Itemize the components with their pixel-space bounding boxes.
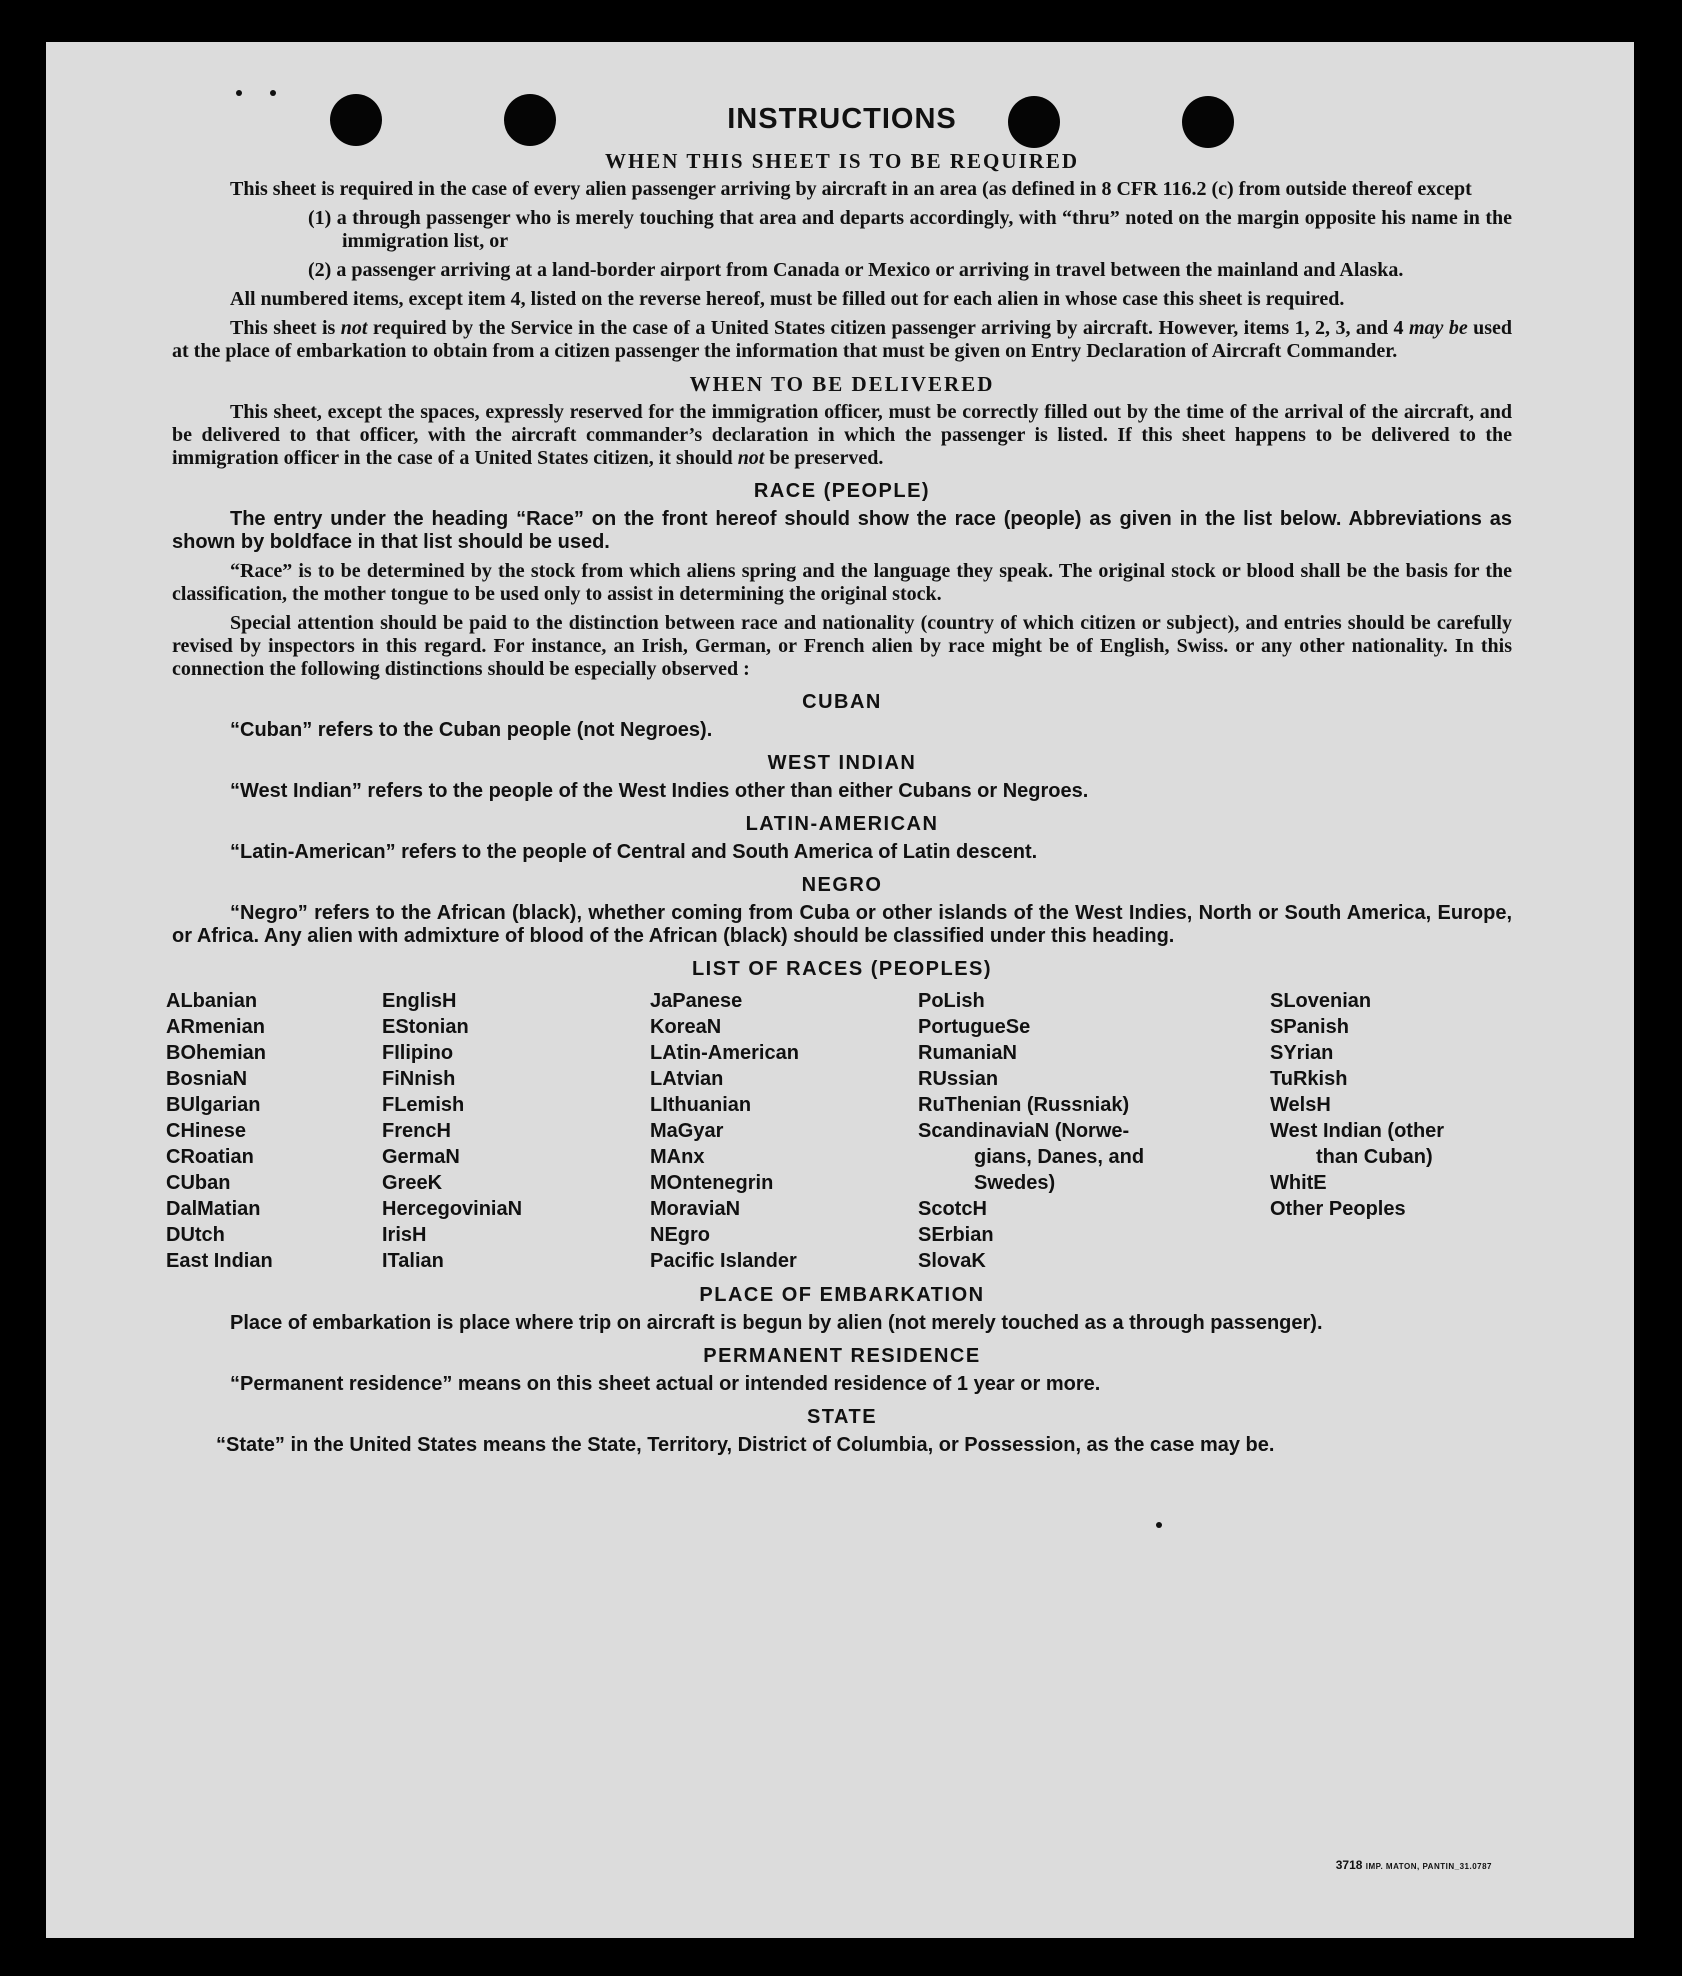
citizen-text-b: required by the Service in the case of a United States citizen passenger arriving by aircraft. However, items 1, 2, 3, and 4 <box>372 317 1404 339</box>
race-entry: West Indian (other <box>1270 1120 1445 1142</box>
race-entry: NEgro <box>650 1224 710 1246</box>
race-entry: RumaniaN <box>918 1042 1017 1064</box>
race-paragraph-2: “Race” is to be determined by the stock from which aliens spring and the language they speak. The original stock or blood shall be the basis for the classification, the mother tongue to be used only to assist in determining the original stock. <box>172 560 1512 605</box>
heading-cuban: CUBAN <box>802 691 882 713</box>
race-entry: BUlgarian <box>166 1094 261 1116</box>
heading-permanent-residence: PERMANENT RESIDENCE <box>703 1345 981 1367</box>
race-entry: LAtin-American <box>650 1042 799 1064</box>
heading-when-delivered: WHEN TO BE DELIVERED <box>689 372 995 396</box>
heading-negro: NEGRO <box>801 874 883 896</box>
when-delivered-paragraph <box>172 401 1512 470</box>
race-entry: East Indian <box>166 1250 273 1272</box>
race-entry: ITalian <box>382 1250 444 1272</box>
race-entry: RuThenian (Russniak) <box>918 1094 1130 1116</box>
delivered-text-a: This sheet, except the spaces, expressly reserved for the immigration officer, must be correctly filled out by the time of the arrival of the aircraft, and be delivered to that officer, with the aircraft commander’s declaration in which the passenger is listed. If this sheet happens to be delivered to the immigration officer in the case of a United States citizen, it should <box>172 401 1512 469</box>
race-entry: FiNnish <box>382 1068 456 1090</box>
race-p1-text-b: in that list should be used. <box>357 531 610 553</box>
race-entry-continuation: gians, Danes, and <box>974 1146 1145 1168</box>
races-column-2 <box>382 988 650 1274</box>
races-column-5 <box>1270 988 1520 1274</box>
race-entry: KoreaN <box>650 1016 722 1038</box>
race-entry: DUtch <box>166 1224 225 1246</box>
race-entry: WelsH <box>1270 1094 1331 1116</box>
race-entry: BOhemian <box>166 1042 267 1064</box>
race-entry: MaGyar <box>650 1120 724 1142</box>
race-entry: MOntenegrin <box>650 1172 774 1194</box>
exception-item-1: (1) a through passenger who is merely touching that area and departs accordingly, with “thru” noted on the margin opposite his name in the immigration list, or <box>308 207 1512 252</box>
race-entry: HercegoviniaN <box>382 1198 523 1220</box>
race-entry: EStonian <box>382 1016 469 1038</box>
west-indian-text: “West Indian” refers to the people of the West Indies other than either Cubans or Negroes. <box>230 780 1089 802</box>
races-column-3 <box>650 988 918 1274</box>
race-entry: DalMatian <box>166 1198 261 1220</box>
race-entry: ScotcH <box>918 1198 987 1220</box>
heading-state: STATE <box>806 1406 878 1428</box>
race-entry: ARmenian <box>166 1016 265 1038</box>
race-entry: Pacific Islander <box>650 1250 797 1272</box>
race-entry: JaPanese <box>650 990 743 1012</box>
when-required-intro: This sheet is required in the case of every alien passenger arriving by aircraft in an area (as defined in 8 CFR 116.2 (c) from outside thereof except <box>230 178 1472 200</box>
race-entry: FLemish <box>382 1094 465 1116</box>
race-entry: CHinese <box>166 1120 247 1142</box>
page-title: INSTRUCTIONS <box>727 103 957 135</box>
heading-when-required: WHEN THIS SHEET IS TO BE REQUIRED <box>604 149 1080 173</box>
ink-speck <box>1156 1522 1162 1528</box>
printer-imprint <box>1336 1858 1492 1872</box>
race-entry: SYrian <box>1270 1042 1334 1064</box>
ink-speck <box>270 90 276 96</box>
citizen-text-a: This sheet is <box>230 317 336 339</box>
race-entry: WhitE <box>1270 1172 1327 1194</box>
delivered-emphasis-not: not <box>737 447 765 469</box>
race-entry: FIlipino <box>382 1042 454 1064</box>
races-column-4 <box>918 988 1270 1274</box>
ink-speck <box>236 90 242 96</box>
race-entry: LAtvian <box>650 1068 724 1090</box>
citizen-emphasis-not: not <box>340 317 368 339</box>
heading-place-of-embarkation: PLACE OF EMBARKATION <box>699 1284 985 1306</box>
race-entry: GermaN <box>382 1146 460 1168</box>
cuban-text: “Cuban” refers to the Cuban people (not Negroes). <box>230 719 713 741</box>
heading-list-of-races: LIST OF RACES (PEOPLES) <box>691 958 993 980</box>
heading-race: RACE (PEOPLE) <box>753 480 931 502</box>
races-column-1 <box>166 988 382 1274</box>
race-entry: GreeK <box>382 1172 443 1194</box>
heading-west-indian: WEST INDIAN <box>767 752 917 774</box>
races-list <box>166 988 1512 1274</box>
race-entry-continuation: Swedes) <box>974 1172 1056 1194</box>
race-entry: MAnx <box>650 1146 705 1168</box>
race-entry: CRoatian <box>166 1146 254 1168</box>
race-entry: SPanish <box>1270 1016 1349 1038</box>
printer-name: IMP. MATON, PANTIN_31.0787 <box>1365 1862 1492 1871</box>
race-entry: LIthuanian <box>650 1094 752 1116</box>
race-paragraph-1 <box>172 508 1512 554</box>
race-entry: SLovenian <box>1270 990 1372 1012</box>
race-entry: IrisH <box>382 1224 427 1246</box>
race-entry: RUssian <box>918 1068 999 1090</box>
race-entry: PoLish <box>918 990 985 1012</box>
race-entry: ALbanian <box>166 990 258 1012</box>
negro-text: “Negro” refers to the African (black), whether coming from Cuba or other islands of the West Indies, North or South America, Europe, or Africa. Any alien with admixture of blood of the African (black) should be classified under this heading. <box>172 902 1512 947</box>
race-entry: SErbian <box>918 1224 994 1246</box>
race-entry: CUban <box>166 1172 231 1194</box>
race-entry: BosniaN <box>166 1068 248 1090</box>
citizen-paragraph <box>172 317 1512 363</box>
citizen-emphasis-maybe: may be <box>1408 317 1468 339</box>
race-entry-continuation: than Cuban) <box>1316 1146 1433 1168</box>
race-paragraph-3: Special attention should be paid to the distinction between race and nationality (country of which citizen or subject), and entries should be carefully revised by inspectors in this regard. For instance, an Irish, German, or French alien by race might be of English, Swiss. or any other nationality. In this connection the following distinctions should be especially observed : <box>172 612 1512 680</box>
exception-item-2: (2) a passenger arriving at a land-border airport from Canada or Mexico or arriving in travel between the mainland and Alaska. <box>308 259 1404 281</box>
delivered-text-b: be preserved. <box>769 447 884 469</box>
race-entry: SlovaK <box>918 1250 986 1272</box>
instructions-content <box>166 98 1513 1465</box>
race-entry: MoraviaN <box>650 1198 741 1220</box>
embarkation-text: Place of embarkation is place where trip on aircraft is begun by alien (not merely touched as a through passenger). <box>230 1312 1323 1334</box>
form-number: 3718 <box>1335 1858 1363 1872</box>
citizen-text-c: used at the place of embarkation to obtain from a citizen passenger the information that must be given on Entry Declaration of Aircraft Commander. <box>172 317 1513 362</box>
residence-text: “Permanent residence” means on this sheet actual or intended residence of 1 year or more. <box>230 1373 1101 1395</box>
heading-latin-american: LATIN-AMERICAN <box>745 813 939 835</box>
race-p1-boldface: boldface <box>269 531 353 553</box>
latin-american-text: “Latin-American” refers to the people of Central and South America of Latin descent. <box>230 841 1038 863</box>
race-entry: ScandinaviaN (Norwe- <box>918 1120 1130 1142</box>
numbered-items-paragraph: All numbered items, except item 4, listed on the reverse hereof, must be filled out for each alien in whose case this sheet is required. <box>230 288 1345 310</box>
race-entry: EnglisH <box>382 990 457 1012</box>
race-entry: Other Peoples <box>1270 1198 1406 1220</box>
race-p1-text-a: The entry under the heading “Race” on the front hereof should show the race (people) as given in the list below. Abbreviations as shown by <box>172 508 1512 553</box>
race-entry: PortugueSe <box>918 1016 1031 1038</box>
race-entry: TuRkish <box>1270 1068 1348 1090</box>
state-text: “State” in the United States means the State, Territory, District of Columbia, or Possession, as the case may be. <box>216 1434 1275 1456</box>
race-entry: FrencH <box>382 1120 451 1142</box>
